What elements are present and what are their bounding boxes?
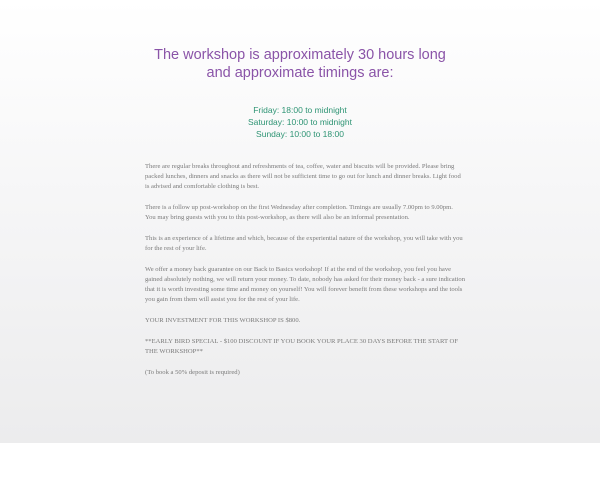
- early-bird-paragraph: **EARLY BIRD SPECIAL - $100 DISCOUNT IF YOU BOOK YOUR PLACE 30 DAYS BEFORE THE START OF THE WORKSHOP**: [145, 338, 458, 355]
- guarantee-paragraph: We offer a money back guarantee on our Back to Basics workshop! If at the end of the workshop, you feel you have gained absolutely nothing, we will return your money. To date, nobody has asked for their money back - a sure indication that it is worth investing some time and money on yourself! You will forever benefit from these workshops and the tools you gain from them will assist you for the rest of your life.: [145, 266, 465, 303]
- heading-line-2: and approximate timings are:: [206, 65, 394, 81]
- timing-sunday: Sunday: 10:00 to 18:00: [256, 129, 344, 139]
- breaks-paragraph: There are regular breaks throughout and refreshments of tea, coffee, water and biscuits will be provided. Please bring packed lunches, dinners and snacks as there will not be sufficient time to go out for lunch and dinner breaks. Light food is advised and comfortable clothing is best.: [145, 163, 461, 190]
- heading-line-1: The workshop is approximately 30 hours long: [154, 47, 446, 63]
- timing-friday: Friday: 18:00 to midnight: [253, 105, 347, 115]
- experience-paragraph: This is an experience of a lifetime and which, because of the experiential nature of the workshop, you will take with you for the rest of your life.: [145, 235, 463, 252]
- deposit-paragraph: (To book a 50% deposit is required): [145, 369, 240, 376]
- follow-up-paragraph: There is a follow up post-workshop on the first Wednesday after completion. Timings are usually 7.00pm to 9.00pm. You may bring guests with you to this post-workshop, as there will also be an informal presentation.: [145, 204, 453, 221]
- workshop-details: [145, 162, 465, 389]
- page-heading: [0, 46, 600, 82]
- timings-list: [0, 104, 600, 140]
- investment-paragraph: YOUR INVESTMENT FOR THIS WORKSHOP IS $800.: [145, 317, 301, 324]
- timing-saturday: Saturday: 10:00 to midnight: [248, 117, 352, 127]
